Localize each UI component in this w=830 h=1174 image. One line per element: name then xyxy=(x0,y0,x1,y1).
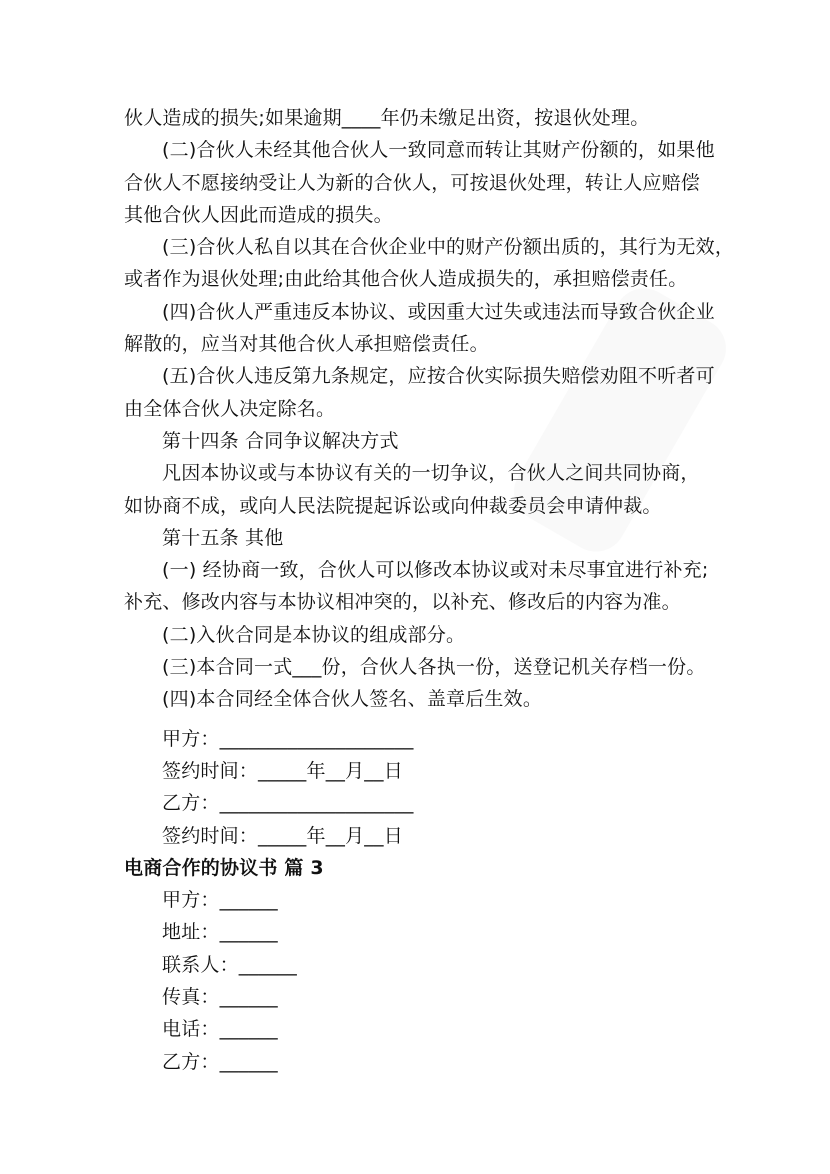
paragraph-line: 或者作为退伙处理;由此给其他合伙人造成损失的，承担赔偿责任。 xyxy=(124,268,688,291)
paragraph-line: (四)本合同经全体合伙人签名、盖章后生效。 xyxy=(162,688,543,711)
paragraph-line: (一) 经协商一致，合伙人可以修改本协议或对未尽事宜进行补充; xyxy=(162,559,709,582)
form-field-line: 传真：______ xyxy=(162,986,278,1009)
paragraph-line: 补充、修改内容与本协议相冲突的，以补充、修改后的内容为准。 xyxy=(124,591,681,614)
paragraph-line: 由全体合伙人决定除名。 xyxy=(124,397,336,420)
document-page xyxy=(124,102,735,1078)
form-field-line: 联系人：______ xyxy=(162,953,298,976)
paragraph-line: 合伙人不愿接纳受让人为新的合伙人，可按退伙处理，转让人应赔偿 xyxy=(124,171,701,194)
paragraph-line: (三)本合同一式___份，合伙人各执一份，送登记机关存档一份。 xyxy=(162,656,706,679)
paragraph-line: 如协商不成，或向人民法院提起诉讼或向仲裁委员会申请仲裁。 xyxy=(124,494,662,517)
paragraph-line: 其他合伙人因此而造成的损失。 xyxy=(124,203,393,226)
paragraph-line: (二)合伙人未经其他合伙人一致同意而转让其财产份额的，如果他 xyxy=(162,139,715,162)
form-field-line: 乙方：______ xyxy=(162,1050,278,1073)
paragraph-line: 第十四条 合同争议解决方式 xyxy=(162,429,399,452)
paragraph-line: (五)合伙人违反第九条规定，应按合伙实际损失赔偿劝阻不听者可 xyxy=(162,365,715,388)
signature-line: 乙方：____________________ xyxy=(162,792,414,815)
signature-line: 甲方：____________________ xyxy=(162,727,414,750)
form-field-line: 甲方：______ xyxy=(162,889,278,912)
paragraph-line: (三)合伙人私自以其在合伙企业中的财产份额出质的，其行为无效， xyxy=(162,236,735,259)
paragraph-line: 伙人造成的损失;如果逾期____年仍未缴足出资，按退伙处理。 xyxy=(124,107,650,129)
paragraph-line: (二)入伙合同是本协议的组成部分。 xyxy=(162,623,466,646)
signature-line: 签约时间：_____年__月__日 xyxy=(162,824,403,847)
form-field-line: 地址：______ xyxy=(162,921,278,944)
paragraph-line: 凡因本协议或与本协议有关的一切争议，合伙人之间共同协商， xyxy=(162,462,700,485)
form-field-line: 电话：______ xyxy=(162,1018,278,1041)
signature-line: 签约时间：_____年__月__日 xyxy=(162,759,403,782)
paragraph-line: 解散的，应当对其他合伙人承担赔偿责任。 xyxy=(124,333,489,356)
paragraph-line: (四)合伙人严重违反本协议、或因重大过失或违法而导致合伙企业 xyxy=(162,300,715,323)
paragraph-line: 第十五条 其他 xyxy=(162,526,284,549)
section-heading: 电商合作的协议书 篇 3 xyxy=(124,856,324,879)
